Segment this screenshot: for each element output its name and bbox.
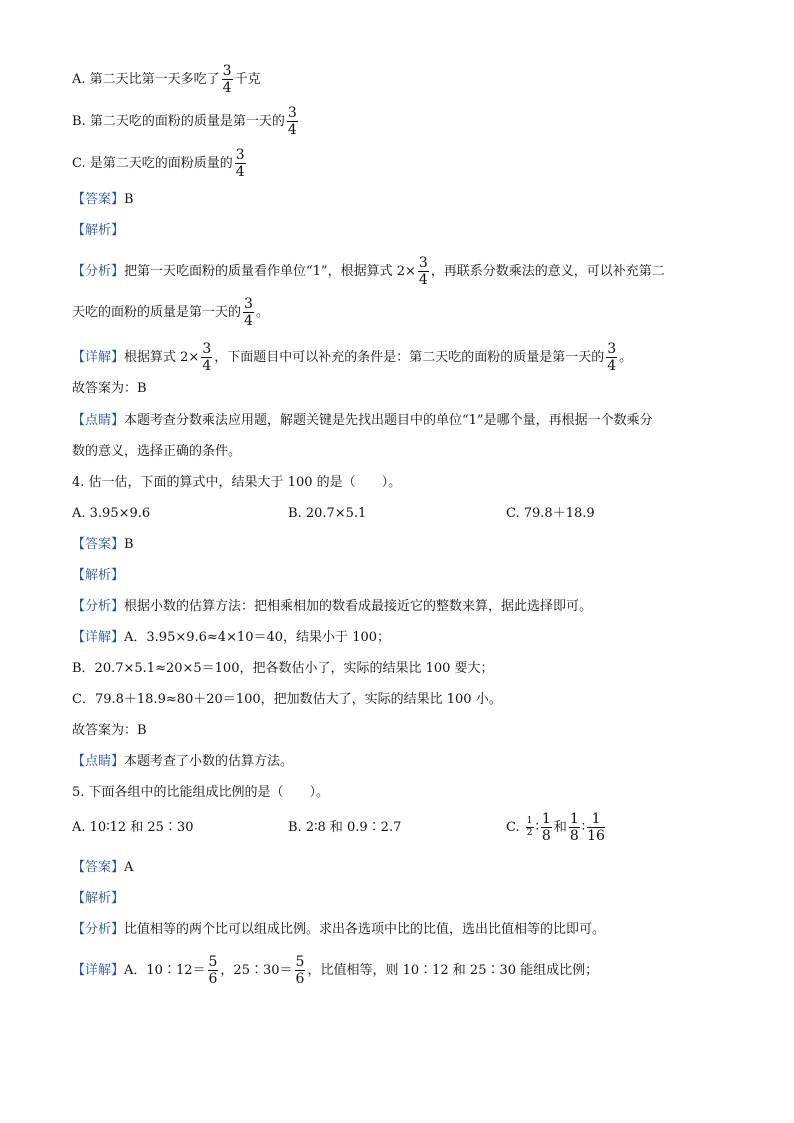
fraction: $\frac{5}{6}$: [295, 954, 305, 987]
fraction: $\frac{3}{4}$: [287, 105, 297, 138]
fraction: $\frac{1}{8}$: [541, 811, 551, 844]
q5-option-c: C. $\frac{1}{2}$ ∶ $\frac{1}{8}$ 和 $\frac{1}{8}$ ∶ $\frac{1}{16}$: [506, 811, 605, 844]
q4-option-b: B. 20.7×5.1: [288, 506, 367, 521]
fraction: $\frac{1}{16}$: [587, 811, 605, 844]
q3-analysis-line2: 天吃的面粉的质量是第一天的 $\frac{3}{4}$ 。: [72, 296, 269, 329]
fraction: $\frac{1}{2}$: [526, 816, 533, 838]
q5-jiexi: 【解析】: [72, 891, 125, 906]
fraction: $\frac{3}{4}$: [202, 341, 212, 374]
q3-detail: 【详解】根据算式 2× $\frac{3}{4}$ ，下面题目中可以补充的条件是：第二天吃的面粉的质量是第一天的 $\frac{3}{4}$ 。: [72, 341, 633, 374]
q3-option-b: B. 第二天吃的面粉的质量是第一天的 $\frac{3}{4}$: [72, 105, 297, 138]
fraction: $\frac{3}{4}$: [235, 147, 245, 180]
fraction: $\frac{3}{4}$: [222, 63, 232, 96]
q4-answer: 【答案】B: [72, 537, 134, 552]
q4-stem: 4. 估一估，下面的算式中，结果大于 100 的是（ ）。: [72, 475, 402, 490]
q3-analysis-line1: 【分析】把第一天吃面粉的质量看作单位“1”，根据算式 2× $\frac{3}{4}$ ，再联系分数乘法的意义，可以补充第二: [72, 255, 665, 288]
q4-option-a: A. 3.95×9.6: [72, 506, 151, 521]
q5-option-b: B. 2∶8 和 0.9∶2.7: [288, 820, 402, 835]
q3-review-line2: 数的意义，选择正确的条件。: [72, 444, 242, 459]
q4-jiexi: 【解析】: [72, 568, 125, 583]
q5-options: [72, 811, 722, 846]
q3-option-c: C. 是第二天吃的面粉质量的 $\frac{3}{4}$: [72, 147, 245, 180]
fraction: $\frac{5}{6}$: [208, 954, 218, 987]
q3-answer: 【答案】B: [72, 192, 134, 207]
fraction: $\frac{3}{4}$: [607, 341, 617, 374]
q5-detail: 【详解】A．10∶12＝ $\frac{5}{6}$ ，25∶30＝ $\frac{5}{6}$ ，比值相等，则 10∶12 和 25∶30 能组成比例；: [72, 954, 599, 987]
fraction: $\frac{1}{8}$: [569, 811, 579, 844]
q3-review-line1: 【点睛】本题考查分数乘法应用题，解题关键是先找出题目中的单位“1”是哪个量，再根据一个数乘分: [72, 413, 653, 428]
q3-option-a: A. 第二天比第一天多吃了 $\frac{3}{4}$ 千克: [72, 63, 261, 96]
q4-analysis: 【分析】根据小数的估算方法：把相乘相加的数看成最接近它的整数来算，据此选择即可。: [72, 599, 593, 614]
q5-analysis: 【分析】比值相等的两个比可以组成比例。求出各选项中比的比值，选出比值相等的比即可。: [72, 922, 606, 937]
q3-jiexi: 【解析】: [72, 223, 125, 238]
q4-review: 【点睛】本题考查了小数的估算方法。: [72, 754, 294, 769]
q4-option-c: C. 79.8＋18.9: [506, 506, 595, 521]
fraction: $\frac{3}{4}$: [418, 255, 428, 288]
q5-stem: 5. 下面各组中的比能组成比例的是（ ）。: [72, 785, 330, 800]
q3-option-a-text: A. 第二天比第一天多吃了: [72, 72, 220, 87]
fraction: $\frac{3}{4}$: [244, 296, 253, 329]
q5-option-a: A. 10∶12 和 25∶30: [72, 820, 194, 835]
q3-conclusion: 故答案为：B: [72, 381, 147, 396]
q4-detail-b: B．20.7×5.1≈20×5＝100，把各数估小了，实际的结果比 100 要大；: [72, 661, 494, 676]
q4-detail-a: 【详解】A．3.95×9.6≈4×10＝40，结果小于 100；: [72, 630, 391, 645]
q4-options: [72, 504, 722, 524]
answer-tag: 【答案】: [72, 192, 125, 207]
q4-detail-c: C．79.8＋18.9≈80＋20＝100，把加数估大了，实际的结果比 100 小。: [72, 692, 502, 707]
q4-conclusion: 故答案为：B: [72, 723, 147, 738]
q5-answer: 【答案】A: [72, 860, 134, 875]
